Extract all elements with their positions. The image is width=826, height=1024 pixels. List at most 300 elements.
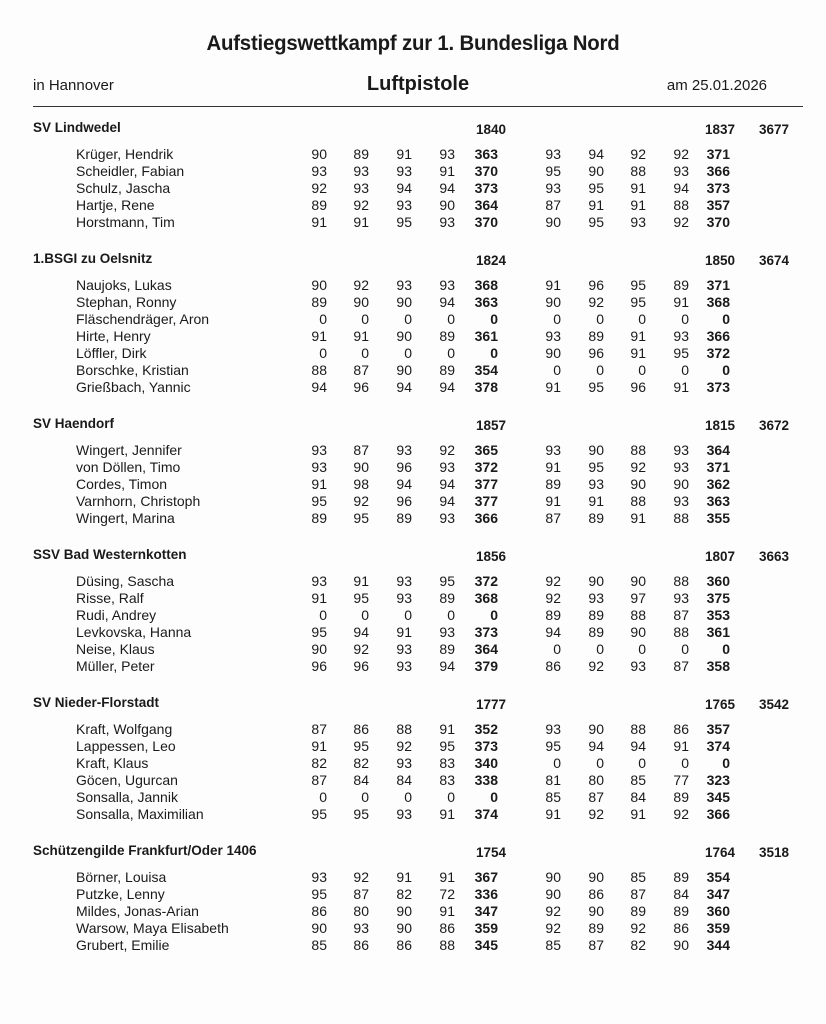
series-score: 91 bbox=[439, 806, 455, 822]
shooter-row bbox=[0, 806, 826, 823]
series-score: 92 bbox=[545, 920, 561, 936]
series-score: 93 bbox=[396, 755, 412, 771]
series-score: 87 bbox=[311, 772, 327, 788]
series-score: 0 bbox=[596, 641, 604, 657]
series-score: 90 bbox=[545, 869, 561, 885]
series-score: 96 bbox=[353, 658, 369, 674]
first-match-total: 0 bbox=[490, 607, 498, 623]
series-score: 0 bbox=[404, 311, 412, 327]
shooter-name: Wingert, Jennifer bbox=[76, 442, 182, 458]
series-score: 91 bbox=[396, 624, 412, 640]
series-score: 84 bbox=[353, 772, 369, 788]
series-score: 91 bbox=[630, 510, 646, 526]
series-score: 93 bbox=[353, 163, 369, 179]
team-header bbox=[0, 693, 826, 715]
series-score: 93 bbox=[396, 658, 412, 674]
series-score: 0 bbox=[638, 362, 646, 378]
team-block bbox=[0, 414, 826, 527]
series-score: 93 bbox=[311, 442, 327, 458]
series-score: 0 bbox=[361, 345, 369, 361]
series-score: 80 bbox=[588, 772, 604, 788]
series-score: 89 bbox=[353, 146, 369, 162]
shooter-row bbox=[0, 886, 826, 903]
series-score: 0 bbox=[447, 311, 455, 327]
first-match-total: 354 bbox=[474, 362, 498, 378]
shooter-name: Kraft, Wolfgang bbox=[76, 721, 173, 737]
first-match-total: 373 bbox=[474, 624, 498, 640]
series-score: 93 bbox=[311, 459, 327, 475]
series-score: 97 bbox=[630, 590, 646, 606]
series-score: 92 bbox=[630, 459, 646, 475]
series-score: 91 bbox=[353, 328, 369, 344]
series-score: 94 bbox=[439, 379, 455, 395]
first-match-total: 372 bbox=[474, 459, 498, 475]
series-score: 85 bbox=[545, 789, 561, 805]
series-score: 89 bbox=[396, 510, 412, 526]
event-date: am 25.01.2026 bbox=[666, 77, 767, 94]
second-match-total: 344 bbox=[706, 937, 730, 953]
shooter-name: Hartje, Rene bbox=[76, 197, 155, 213]
team-second-half-total: 1815 bbox=[705, 418, 736, 433]
series-score: 91 bbox=[353, 214, 369, 230]
series-score: 90 bbox=[311, 146, 327, 162]
series-score: 96 bbox=[396, 493, 412, 509]
series-score: 96 bbox=[630, 379, 646, 395]
shooter-row bbox=[0, 607, 826, 624]
shooter-row bbox=[0, 903, 826, 920]
series-score: 0 bbox=[447, 607, 455, 623]
series-score: 93 bbox=[545, 721, 561, 737]
series-score: 0 bbox=[447, 345, 455, 361]
series-score: 91 bbox=[396, 869, 412, 885]
series-score: 89 bbox=[311, 197, 327, 213]
series-score: 0 bbox=[319, 607, 327, 623]
series-score: 95 bbox=[439, 738, 455, 754]
first-match-total: 0 bbox=[490, 789, 498, 805]
first-match-total: 361 bbox=[474, 328, 498, 344]
second-match-total: 374 bbox=[706, 738, 730, 754]
series-score: 86 bbox=[353, 937, 369, 953]
shooter-row bbox=[0, 379, 826, 396]
shooter-row bbox=[0, 755, 826, 772]
first-match-total: 336 bbox=[474, 886, 498, 902]
series-score: 91 bbox=[439, 721, 455, 737]
first-match-total: 0 bbox=[490, 345, 498, 361]
team-second-half-total: 1765 bbox=[705, 697, 736, 712]
series-score: 82 bbox=[353, 755, 369, 771]
first-match-total: 370 bbox=[474, 214, 498, 230]
series-score: 91 bbox=[545, 459, 561, 475]
series-score: 89 bbox=[439, 590, 455, 606]
shooter-name: Wingert, Marina bbox=[76, 510, 175, 526]
series-score: 92 bbox=[588, 806, 604, 822]
series-score: 0 bbox=[638, 755, 646, 771]
series-score: 92 bbox=[630, 146, 646, 162]
first-match-total: 378 bbox=[474, 379, 498, 395]
series-score: 94 bbox=[630, 738, 646, 754]
shooter-row bbox=[0, 277, 826, 294]
series-score: 92 bbox=[673, 214, 689, 230]
shooter-name: Mildes, Jonas-Arian bbox=[76, 903, 199, 919]
team-grand-total: 3542 bbox=[759, 697, 790, 712]
series-score: 91 bbox=[545, 806, 561, 822]
first-match-total: 365 bbox=[474, 442, 498, 458]
shooter-row bbox=[0, 197, 826, 214]
shooter-list bbox=[0, 442, 826, 527]
series-score: 88 bbox=[673, 510, 689, 526]
shooter-name: Krüger, Hendrik bbox=[76, 146, 174, 162]
second-match-total: 0 bbox=[722, 311, 730, 327]
series-score: 90 bbox=[396, 903, 412, 919]
series-score: 92 bbox=[545, 903, 561, 919]
shooter-name: Naujoks, Lukas bbox=[76, 277, 172, 293]
shooter-list bbox=[0, 869, 826, 954]
series-score: 89 bbox=[311, 510, 327, 526]
series-score: 86 bbox=[545, 658, 561, 674]
series-score: 91 bbox=[439, 869, 455, 885]
series-score: 93 bbox=[439, 459, 455, 475]
shooter-name: Neise, Klaus bbox=[76, 641, 155, 657]
series-score: 0 bbox=[553, 641, 561, 657]
series-score: 95 bbox=[630, 294, 646, 310]
series-score: 86 bbox=[353, 721, 369, 737]
shooter-name: Rudi, Andrey bbox=[76, 607, 157, 623]
second-match-total: 323 bbox=[706, 772, 730, 788]
series-score: 84 bbox=[396, 772, 412, 788]
series-score: 90 bbox=[673, 937, 689, 953]
series-score: 88 bbox=[439, 937, 455, 953]
series-score: 92 bbox=[673, 806, 689, 822]
series-score: 0 bbox=[404, 789, 412, 805]
series-score: 91 bbox=[311, 328, 327, 344]
shooter-name: Müller, Peter bbox=[76, 658, 155, 674]
series-score: 92 bbox=[353, 641, 369, 657]
series-score: 91 bbox=[673, 379, 689, 395]
series-score: 93 bbox=[439, 214, 455, 230]
series-score: 89 bbox=[545, 476, 561, 492]
team-results-list bbox=[0, 118, 826, 972]
series-score: 88 bbox=[630, 607, 646, 623]
shooter-name: Varnhorn, Christoph bbox=[76, 493, 201, 509]
second-match-total: 360 bbox=[706, 903, 730, 919]
series-score: 90 bbox=[545, 345, 561, 361]
first-match-total: 377 bbox=[474, 476, 498, 492]
shooter-name: Düsing, Sascha bbox=[76, 573, 175, 589]
team-header bbox=[0, 118, 826, 140]
shooter-row bbox=[0, 624, 826, 641]
team-second-half-total: 1850 bbox=[705, 253, 736, 268]
second-match-total: 0 bbox=[722, 641, 730, 657]
second-match-total: 347 bbox=[706, 886, 730, 902]
series-score: 89 bbox=[630, 903, 646, 919]
series-score: 93 bbox=[545, 180, 561, 196]
series-score: 95 bbox=[311, 493, 327, 509]
shooter-name: Schulz, Jascha bbox=[76, 180, 171, 196]
shooter-row bbox=[0, 641, 826, 658]
team-grand-total: 3672 bbox=[759, 418, 790, 433]
series-score: 87 bbox=[545, 510, 561, 526]
shooter-name: Göcen, Ugurcan bbox=[76, 772, 178, 788]
first-match-total: 340 bbox=[474, 755, 498, 771]
shooter-list bbox=[0, 146, 826, 231]
shooter-row bbox=[0, 163, 826, 180]
series-score: 95 bbox=[545, 738, 561, 754]
first-match-total: 373 bbox=[474, 738, 498, 754]
series-score: 93 bbox=[439, 146, 455, 162]
shooter-row bbox=[0, 214, 826, 231]
shooter-row bbox=[0, 311, 826, 328]
series-score: 92 bbox=[353, 197, 369, 213]
team-second-half-total: 1837 bbox=[705, 122, 736, 137]
team-header bbox=[0, 249, 826, 271]
series-score: 95 bbox=[588, 379, 604, 395]
series-score: 96 bbox=[353, 379, 369, 395]
shooter-row bbox=[0, 789, 826, 806]
series-score: 94 bbox=[439, 658, 455, 674]
shooter-name: Grubert, Emilie bbox=[76, 937, 170, 953]
first-match-total: 347 bbox=[474, 903, 498, 919]
series-score: 86 bbox=[588, 886, 604, 902]
team-block bbox=[0, 693, 826, 823]
series-score: 95 bbox=[353, 590, 369, 606]
shooter-name: Börner, Louisa bbox=[76, 869, 167, 885]
series-score: 83 bbox=[439, 772, 455, 788]
series-score: 88 bbox=[396, 721, 412, 737]
series-score: 0 bbox=[596, 362, 604, 378]
series-score: 90 bbox=[353, 459, 369, 475]
shooter-row bbox=[0, 362, 826, 379]
second-match-total: 0 bbox=[722, 755, 730, 771]
shooter-row bbox=[0, 459, 826, 476]
shooter-row bbox=[0, 442, 826, 459]
shooter-name: Putzke, Lenny bbox=[76, 886, 165, 902]
series-score: 93 bbox=[396, 442, 412, 458]
series-score: 92 bbox=[588, 658, 604, 674]
second-match-total: 362 bbox=[706, 476, 730, 492]
series-score: 84 bbox=[673, 886, 689, 902]
series-score: 91 bbox=[545, 277, 561, 293]
first-match-total: 338 bbox=[474, 772, 498, 788]
series-score: 91 bbox=[630, 806, 646, 822]
shooter-name: Kraft, Klaus bbox=[76, 755, 149, 771]
series-score: 91 bbox=[673, 294, 689, 310]
series-score: 90 bbox=[396, 920, 412, 936]
series-score: 95 bbox=[353, 738, 369, 754]
series-score: 0 bbox=[404, 607, 412, 623]
series-score: 90 bbox=[311, 920, 327, 936]
series-score: 93 bbox=[630, 214, 646, 230]
series-score: 92 bbox=[396, 738, 412, 754]
series-score: 0 bbox=[681, 362, 689, 378]
series-score: 96 bbox=[311, 658, 327, 674]
series-score: 94 bbox=[545, 624, 561, 640]
series-score: 91 bbox=[439, 903, 455, 919]
series-score: 86 bbox=[311, 903, 327, 919]
series-score: 89 bbox=[673, 277, 689, 293]
team-name: Schützengilde Frankfurt/Oder 1406 bbox=[33, 843, 257, 858]
series-score: 94 bbox=[439, 476, 455, 492]
series-score: 92 bbox=[353, 277, 369, 293]
first-match-total: 370 bbox=[474, 163, 498, 179]
series-score: 87 bbox=[673, 658, 689, 674]
series-score: 92 bbox=[353, 869, 369, 885]
series-score: 90 bbox=[545, 214, 561, 230]
team-name: SV Nieder-Florstadt bbox=[33, 695, 160, 710]
series-score: 72 bbox=[439, 886, 455, 902]
series-score: 89 bbox=[545, 607, 561, 623]
series-score: 91 bbox=[353, 573, 369, 589]
team-grand-total: 3663 bbox=[759, 549, 790, 564]
series-score: 95 bbox=[396, 214, 412, 230]
team-first-half-total: 1754 bbox=[476, 845, 507, 860]
series-score: 89 bbox=[673, 869, 689, 885]
series-score: 89 bbox=[673, 789, 689, 805]
team-second-half-total: 1807 bbox=[705, 549, 736, 564]
series-score: 93 bbox=[545, 328, 561, 344]
series-score: 0 bbox=[681, 755, 689, 771]
first-match-total: 368 bbox=[474, 277, 498, 293]
shooter-row bbox=[0, 146, 826, 163]
series-score: 93 bbox=[396, 197, 412, 213]
series-score: 93 bbox=[545, 442, 561, 458]
second-match-total: 353 bbox=[706, 607, 730, 623]
series-score: 87 bbox=[353, 886, 369, 902]
series-score: 93 bbox=[588, 590, 604, 606]
series-score: 88 bbox=[673, 624, 689, 640]
team-first-half-total: 1856 bbox=[476, 549, 507, 564]
series-score: 91 bbox=[630, 345, 646, 361]
series-score: 95 bbox=[673, 345, 689, 361]
series-score: 91 bbox=[439, 163, 455, 179]
series-score: 93 bbox=[311, 869, 327, 885]
discipline-title: Luftpistole bbox=[366, 73, 470, 95]
first-match-total: 359 bbox=[474, 920, 498, 936]
series-score: 86 bbox=[673, 920, 689, 936]
second-match-total: 371 bbox=[706, 146, 730, 162]
series-score: 93 bbox=[311, 573, 327, 589]
series-score: 82 bbox=[630, 937, 646, 953]
series-score: 85 bbox=[311, 937, 327, 953]
shooter-name: Borschke, Kristian bbox=[76, 362, 189, 378]
team-first-half-total: 1840 bbox=[476, 122, 507, 137]
series-score: 93 bbox=[673, 163, 689, 179]
shooter-row bbox=[0, 328, 826, 345]
series-score: 82 bbox=[396, 886, 412, 902]
series-score: 96 bbox=[588, 345, 604, 361]
series-score: 77 bbox=[673, 772, 689, 788]
series-score: 93 bbox=[439, 624, 455, 640]
team-name: SSV Bad Westernkotten bbox=[33, 547, 187, 562]
series-score: 89 bbox=[588, 510, 604, 526]
series-score: 93 bbox=[673, 590, 689, 606]
second-match-total: 359 bbox=[706, 920, 730, 936]
second-match-total: 361 bbox=[706, 624, 730, 640]
series-score: 95 bbox=[545, 163, 561, 179]
first-match-total: 0 bbox=[490, 311, 498, 327]
shooter-list bbox=[0, 573, 826, 675]
shooter-name: Cordes, Timon bbox=[76, 476, 168, 492]
team-header bbox=[0, 545, 826, 567]
series-score: 0 bbox=[596, 755, 604, 771]
second-match-total: 370 bbox=[706, 214, 730, 230]
series-score: 93 bbox=[545, 146, 561, 162]
series-score: 81 bbox=[545, 772, 561, 788]
team-name: 1.BSGI zu Oelsnitz bbox=[33, 251, 153, 266]
first-match-total: 345 bbox=[474, 937, 498, 953]
series-score: 92 bbox=[545, 590, 561, 606]
series-score: 95 bbox=[353, 510, 369, 526]
second-match-total: 363 bbox=[706, 493, 730, 509]
series-score: 89 bbox=[588, 607, 604, 623]
series-score: 92 bbox=[630, 920, 646, 936]
shooter-row bbox=[0, 590, 826, 607]
series-score: 0 bbox=[319, 789, 327, 805]
series-score: 93 bbox=[353, 920, 369, 936]
series-score: 93 bbox=[396, 163, 412, 179]
shooter-row bbox=[0, 345, 826, 362]
series-score: 91 bbox=[630, 328, 646, 344]
series-score: 93 bbox=[588, 476, 604, 492]
shooter-row bbox=[0, 937, 826, 954]
series-score: 95 bbox=[588, 180, 604, 196]
first-match-total: 364 bbox=[474, 197, 498, 213]
second-match-total: 357 bbox=[706, 721, 730, 737]
series-score: 93 bbox=[673, 328, 689, 344]
series-score: 91 bbox=[630, 197, 646, 213]
shooter-row bbox=[0, 869, 826, 886]
series-score: 0 bbox=[638, 641, 646, 657]
team-first-half-total: 1857 bbox=[476, 418, 507, 433]
shooter-row bbox=[0, 180, 826, 197]
team-name: SV Haendorf bbox=[33, 416, 115, 431]
team-block bbox=[0, 249, 826, 396]
series-score: 88 bbox=[673, 573, 689, 589]
shooter-name: von Döllen, Timo bbox=[76, 459, 181, 475]
series-score: 0 bbox=[404, 345, 412, 361]
series-score: 98 bbox=[353, 476, 369, 492]
series-score: 93 bbox=[630, 658, 646, 674]
series-score: 87 bbox=[353, 362, 369, 378]
shooter-row bbox=[0, 920, 826, 937]
second-match-total: 358 bbox=[706, 658, 730, 674]
series-score: 90 bbox=[545, 294, 561, 310]
series-score: 86 bbox=[439, 920, 455, 936]
event-location: in Hannover bbox=[33, 77, 114, 94]
second-match-total: 371 bbox=[706, 459, 730, 475]
shooter-name: Sonsalla, Maximilian bbox=[76, 806, 204, 822]
team-header bbox=[0, 414, 826, 436]
series-score: 0 bbox=[596, 311, 604, 327]
team-header bbox=[0, 841, 826, 863]
series-score: 89 bbox=[588, 328, 604, 344]
shooter-name: Grießbach, Yannic bbox=[76, 379, 191, 395]
series-score: 90 bbox=[396, 328, 412, 344]
series-score: 90 bbox=[311, 641, 327, 657]
series-score: 0 bbox=[681, 311, 689, 327]
series-score: 92 bbox=[311, 180, 327, 196]
series-score: 0 bbox=[319, 345, 327, 361]
series-score: 90 bbox=[439, 197, 455, 213]
shooter-row bbox=[0, 573, 826, 590]
series-score: 91 bbox=[311, 738, 327, 754]
series-score: 83 bbox=[439, 755, 455, 771]
series-score: 96 bbox=[588, 277, 604, 293]
series-score: 91 bbox=[545, 493, 561, 509]
first-match-total: 377 bbox=[474, 493, 498, 509]
series-score: 89 bbox=[439, 328, 455, 344]
series-score: 95 bbox=[588, 214, 604, 230]
series-score: 89 bbox=[311, 294, 327, 310]
